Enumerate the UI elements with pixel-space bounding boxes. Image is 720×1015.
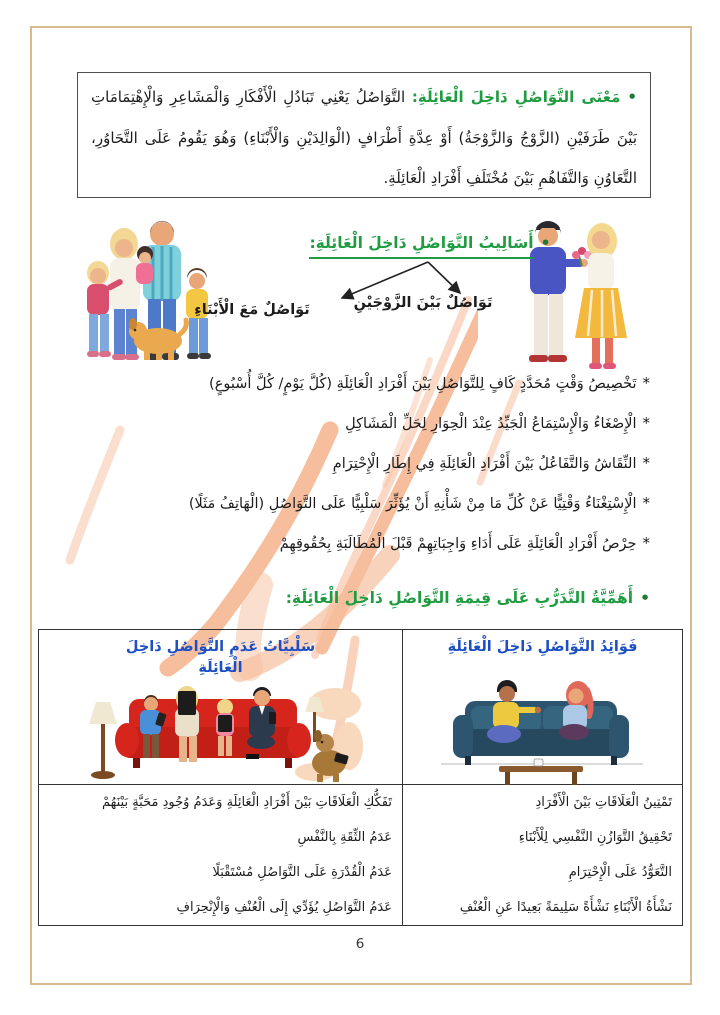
list-item	[64, 444, 650, 484]
bullet-dot-icon: •	[540, 234, 551, 252]
asterisk-marker: *	[642, 414, 650, 432]
tip-text: الْإِسْتِغْنَاءُ وَقْتِيًّا عَنْ كُلِّ مَا مِنْ شَأْنِهِ أَنْ يُؤَثِّرَ سَلْبِيًّا عَلَى التَّوَاصُلِ (الْهَاتِفُ مَثَلًا)	[188, 496, 637, 512]
bullet-dot-icon: •	[640, 589, 650, 607]
list-item	[64, 364, 650, 404]
table-row: التَّعَوُّدُ عَلَى الْإِحْتِرَامِ	[568, 865, 672, 880]
asterisk-marker: *	[642, 454, 650, 472]
branch-label-spouses: تَوَاصُلٌ بَيْنَ الزَّوْجَيْنِ	[353, 295, 493, 311]
definition-title: مَعْنَى التَّوَاصُلِ دَاخِلَ الْعَائِلَةِ:	[411, 88, 621, 106]
negatives-header: سَلْبِيَّاتُ عَدَمِ التَّوَاصُلِ دَاخِلَ الْعَائِلَةِ	[125, 639, 316, 676]
table-row: نَشْأَةُ الْأَبْنَاءِ نَشْأَةً سَلِيمَةً بَعِيدًا عَنِ الْعُنْفِ	[459, 900, 672, 915]
table-row: عَدَمُ الثِّقَةِ بِالنَّفْسِ	[297, 830, 392, 845]
table-row: تَفَكُّكِ الْعَلَاقَاتِ بَيْنَ أَفْرَادِ الْعَائِلَةِ وَعَدَمُ وُجُودِ مَحَبَّةٍ بَيْنَهُمْ	[101, 795, 392, 810]
tips-list	[64, 364, 650, 564]
definition-box	[77, 72, 651, 198]
family-on-devices-red-sofa-illustration	[77, 666, 377, 785]
asterisk-marker: *	[642, 534, 650, 552]
tip-text: تَخْصِيصُ وَقْتٍ مُحَدَّدٍ كَافٍ لِلتَّوَاصُلِ بَيْنَ أَفْرَادِ الْعَائِلَةِ (كُلَّ يَوْمٍ/ كُلَّ أُسْبُوعٍ)	[209, 376, 637, 392]
comparison-table	[38, 629, 683, 926]
tip-text: النِّقَاشُ وَالتَّفَاعُلُ بَيْنَ أَفْرَادِ الْعَائِلَةِ فِي إِطَارِ الْإِحْتِرَامِ	[332, 456, 637, 472]
family-with-children-and-dog-illustration	[56, 204, 228, 366]
table-row: تَمْتِينُ الْعَلَاقَاتِ بَيْنَ الْأَفْرَادِ	[535, 795, 672, 810]
importance-heading	[64, 589, 650, 607]
bullet-dot-icon: •	[627, 88, 637, 106]
negatives-column	[39, 630, 402, 925]
table-row: عَدَمُ الْقُدْرَةِ عَلَى التَّوَاصُلِ مُسْتَقْبَلًا	[212, 865, 392, 880]
methods-heading	[290, 234, 570, 259]
importance-title: أَهَمِّيَّةُ التَّدَرُّبِ عَلَى قِيمَةِ التَّوَاصُلِ دَاخِلَ الْعَائِلَةِ:	[285, 589, 634, 607]
branch-label-children: تَوَاصُلٌ مَعَ الْأَبْنَاءِ	[194, 302, 310, 318]
tip-text: الْإِصْغَاءُ وَالْإِسْتِمَاعُ الْجَيِّدُ عِنْدَ الْحِوَارِ لِحَلِّ الْمَشَاكِلِ	[345, 416, 637, 432]
page-number: 6	[355, 936, 365, 952]
couple-talking-on-sofa-illustration	[441, 668, 643, 786]
table-row: تَحْقِيقُ التَّوَازُنِ النَّفْسِي لِلْأَبْنَاءِ	[518, 830, 672, 845]
tip-text: حِرْصُ أَفْرَادِ الْعَائِلَةِ عَلَى أَدَاءِ وَاجِبَاتِهِمْ قَبْلَ الْمُطَالَبَةِ بِحُقُوقِهِمْ	[279, 536, 637, 552]
benefits-header: فَوَائِدُ التَّوَاصُلِ دَاخِلَ الْعَائِلَةِ	[447, 639, 638, 655]
table-row: عَدَمُ التَّوَاصُلِ يُؤَدِّي إِلَى الْعُنْفِ وَالْإِنْحِرَافِ	[176, 900, 392, 915]
asterisk-marker: *	[642, 374, 650, 392]
negatives-header-cell	[39, 630, 402, 785]
list-item	[64, 484, 650, 524]
methods-title: أَسَالِيبُ التَّوَاصُلِ دَاخِلَ الْعَائِلَةِ:	[309, 234, 533, 259]
list-item	[64, 524, 650, 564]
list-item	[64, 404, 650, 444]
benefits-header-cell	[403, 630, 682, 785]
definition-body: التَّوَاصُلُ يَعْنِي تَبَادُلِ الْأَفْكَارِ وَالْمَشَاعِرِ وَالْإِهْتِمَامَاتِ بَيْنَ طَرَفَيْنِ (الزَّوْجُ وَالزَّوْجَةُ) أَوْ عِدَّةِ أَطْرَافٍ (الْوَالِدَيْنِ وَالْأَبْنَاءِ) وَهُوَ يَقُومُ عَلَى التَّحَاوُرِ، التَّعَاوُنِ وَالتَّفَاهُمِ بَيْنَ مُخْتَلَفِ أَفْرَادِ الْعَائِلَةِ.	[91, 88, 637, 187]
benefits-column	[402, 630, 682, 925]
asterisk-marker: *	[642, 494, 650, 512]
